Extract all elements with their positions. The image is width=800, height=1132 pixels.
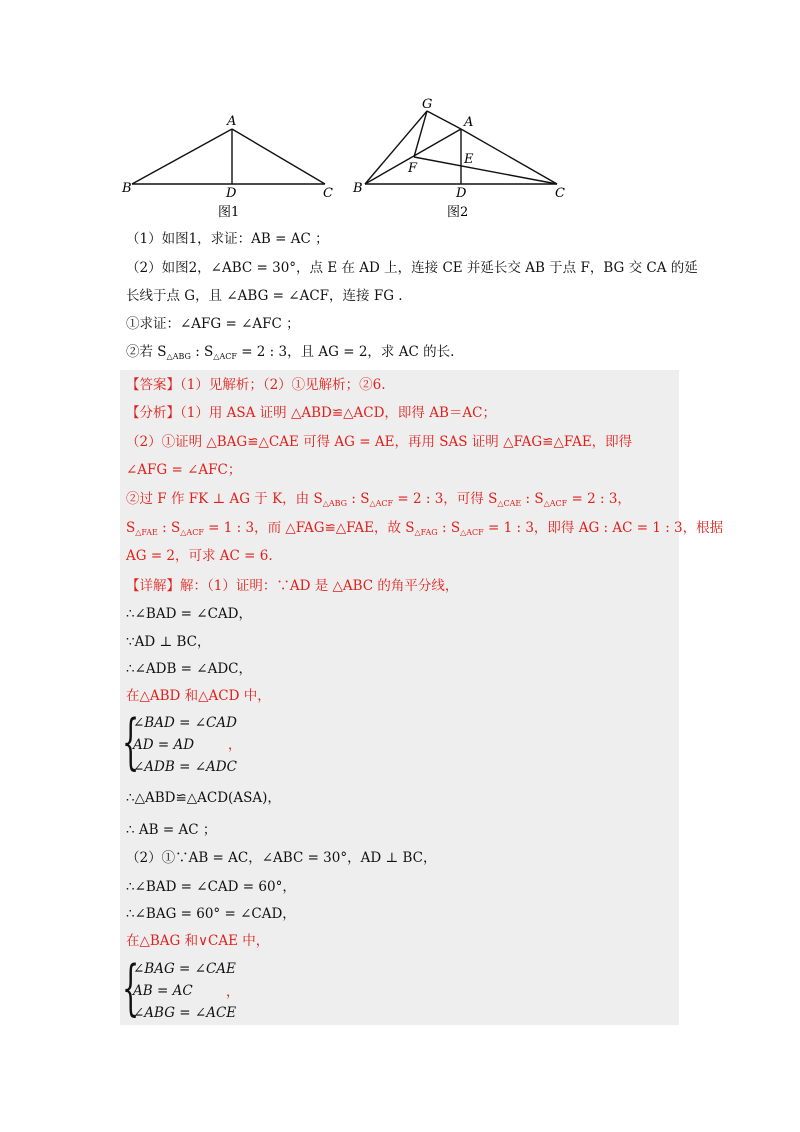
geometry-figures xyxy=(120,92,680,224)
question-2-line2: 长线于点 G，且 ∠ABG = ∠ACF，连接 FG . xyxy=(126,288,403,304)
sys2-comma: ， xyxy=(226,984,240,1000)
a5-sub2: △ACF xyxy=(180,528,204,537)
sys1-row3: ∠ADB = ∠ADC xyxy=(133,759,237,775)
question-2-part1: ①求证：∠AFG = ∠AFC ； xyxy=(126,316,300,332)
a4-mid3: : S xyxy=(521,491,544,507)
detail-l1: 解：（1）证明：∵AD 是 △ABC 的角平分线， xyxy=(180,578,459,594)
fig1-label-c: C xyxy=(323,186,333,201)
q22-sub2: △ACF xyxy=(213,352,237,361)
fig2-label-b: B xyxy=(353,181,363,196)
a5-mid2: = 1 : 3，而 △FAG≌△FAE，故 S xyxy=(203,520,415,536)
equation-system-2 xyxy=(133,958,236,1024)
a4-sub4: △ACF xyxy=(543,499,568,508)
detail-line4: ∴∠ADB = ∠ADC， xyxy=(126,661,253,677)
q22-pre: ②若 S xyxy=(126,344,167,360)
a4-sub3: △CAE xyxy=(497,499,522,508)
fig1-label-a: A xyxy=(227,114,237,129)
figure-2 xyxy=(365,111,557,184)
a4-mid1: : S xyxy=(347,491,370,507)
detail-line5: 在△ABD 和△ACD 中， xyxy=(126,688,271,704)
a4-pre: ②过 F 作 FK ⊥ AG 于 K，由 S xyxy=(126,491,323,507)
analysis-line4 xyxy=(126,489,631,514)
detail-label: 【详解】 xyxy=(126,578,180,594)
system-brace-1: { xyxy=(122,707,140,777)
detail-line2: ∴∠BAD = ∠CAD， xyxy=(126,606,253,622)
sys1-row1: ∠BAD = ∠CAD xyxy=(133,715,237,731)
a5-post: = 1 : 3，即得 AG : AC = 1 : 3，根据 xyxy=(483,520,724,536)
detail-line10: ∴∠BAG = 60° = ∠CAD， xyxy=(126,906,296,922)
analysis-line6: AG = 2，可求 AC = 6. xyxy=(126,548,273,564)
analysis-line5 xyxy=(126,518,723,543)
analysis-l1: （1）用 ASA 证明 △ABD≌△ACD，即得 AB＝AC； xyxy=(180,405,496,421)
sys2-row3: ∠ABG = ∠ACE xyxy=(133,1005,237,1021)
a4-post: = 2 : 3， xyxy=(567,491,631,507)
detail-line8: （2）①∵AB = AC，∠ABC = 30°，AD ⊥ BC， xyxy=(126,850,437,866)
analysis-line3: ∠AFG = ∠AFC； xyxy=(126,462,242,478)
fig2-label-c: C xyxy=(555,186,565,201)
system-brace-2: { xyxy=(122,953,140,1023)
analysis-line2: （2）①证明 △BAG≌△CAE 可得 AG = AE，再用 SAS 证明 △FAG≌△FAE，即得 xyxy=(126,434,633,450)
detail-line11: 在△BAG 和∨CAE 中， xyxy=(126,933,270,949)
q22-sub1: △ABG xyxy=(166,352,191,361)
fig1-label-b: B xyxy=(122,181,132,196)
question-2-part2 xyxy=(126,342,454,367)
fig2-label-a: A xyxy=(464,115,474,130)
sys1-comma: ， xyxy=(228,737,242,753)
question-1: （1）如图1，求证：AB = AC ； xyxy=(126,231,329,247)
fig2-label-g: G xyxy=(422,97,433,112)
fig1-label-d: D xyxy=(226,186,237,201)
q22-mid: : S xyxy=(190,344,214,360)
sys2-row1: ∠BAG = ∠CAE xyxy=(133,961,236,977)
fig2-caption: 图2 xyxy=(447,205,469,220)
a5-mid1: : S xyxy=(157,520,181,536)
q22-post: = 2 : 3，且 AG = 2，求 AC 的长. xyxy=(236,344,455,360)
detail-line7: ∴ AB = AC ； xyxy=(126,822,217,838)
a4-sub2: △ACF xyxy=(369,499,394,508)
a5-mid3: : S xyxy=(437,520,461,536)
a4-sub1: △ABG xyxy=(322,499,348,508)
a4-mid2: = 2 : 3，可得 S xyxy=(393,491,498,507)
a5-sub4: △ACF xyxy=(460,528,484,537)
detail-line9: ∴∠BAD = ∠CAD = 60°， xyxy=(126,879,296,895)
detail-line6: ∴△ABD≌△ACD(ASA)， xyxy=(126,790,281,806)
a5-sub1: △FAE xyxy=(135,528,158,537)
figure-1 xyxy=(132,129,325,184)
answer-label: 【答案】 xyxy=(126,377,180,393)
detail-line3: ∵AD ⊥ BC， xyxy=(126,634,211,650)
fig2-label-e: E xyxy=(464,152,474,167)
fig1-caption: 图1 xyxy=(218,205,240,220)
answer-text: （1）见解析；（2）①见解析；②6. xyxy=(180,377,386,393)
a5-sub3: △FAG xyxy=(414,528,438,537)
sys2-row2: AB = AC xyxy=(133,983,193,999)
a5-pre: S xyxy=(126,520,136,536)
sys1-row2: AD = AD xyxy=(133,737,195,753)
question-2-line1: （2）如图2，∠ABC = 30°，点 E 在 AD 上，连接 CE 并延长交 AB 于点 F，BG 交 CA 的延 xyxy=(126,260,698,276)
detail-line1 xyxy=(126,576,458,596)
analysis-line1 xyxy=(126,403,496,423)
equation-system-1 xyxy=(133,712,237,778)
fig2-label-d: D xyxy=(456,186,467,201)
answer-line xyxy=(126,375,386,395)
analysis-label: 【分析】 xyxy=(126,405,180,421)
fig2-label-f: F xyxy=(408,161,418,176)
